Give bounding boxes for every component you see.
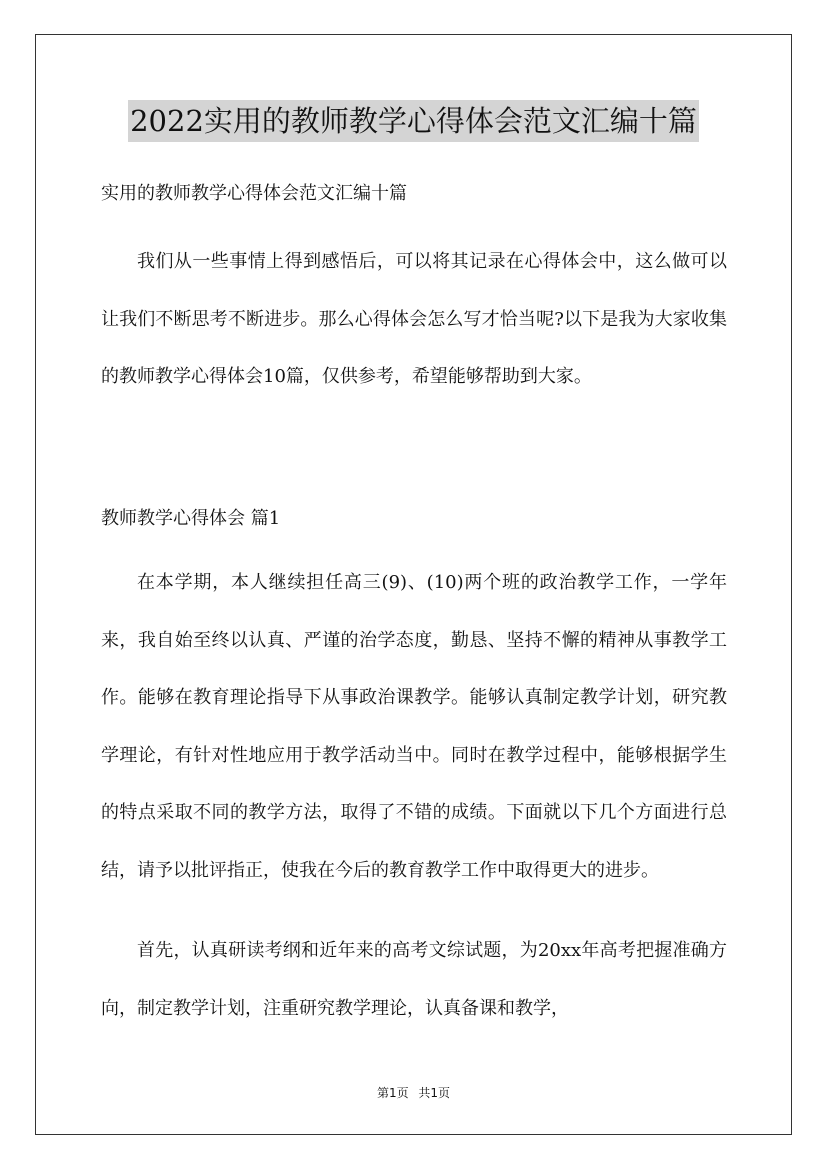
page-total: 共1页 xyxy=(418,1086,451,1100)
document-title xyxy=(0,100,827,142)
document-subtitle: 实用的教师教学心得体会范文汇编十篇 xyxy=(101,183,407,204)
document-title-text: 2022实用的教师教学心得体会范文汇编十篇 xyxy=(128,100,699,142)
body-paragraph-2: 首先，认真研读考纲和近年来的高考文综试题，为20xx年高考把握准确方向，制定教学计划，注重研究教学理论，认真备课和教学， xyxy=(101,940,727,1019)
section-heading: 教师教学心得体会 篇1 xyxy=(101,508,281,529)
page-footer xyxy=(0,1084,827,1101)
body-paragraph-1: 在本学期，本人继续担任高三(9)、(10)两个班的政治教学工作，一学年来，我自始至终以认真、严谨的治学态度，勤恳、坚持不懈的精神从事教学工作。能够在教育理论指导下从事政治课教学。能够认真制定教学计划，研究教学理论，有针对性地应用于教学活动当中。同时在教学过程中，能够根据学生的特点采取不同的教学方法，取得了不错的成绩。下面就以下几个方面进行总结，请予以批评指正，使我在今后的教育教学工作中取得更大的进步。 xyxy=(101,572,727,881)
page-number: 第1页 xyxy=(376,1086,409,1100)
intro-paragraph: 我们从一些事情上得到感悟后，可以将其记录在心得体会中，这么做可以让我们不断思考不断进步。那么心得体会怎么写才恰当呢?以下是我为大家收集的教师教学心得体会10篇，仅供参考，希望能够帮助到大家。 xyxy=(101,251,727,387)
